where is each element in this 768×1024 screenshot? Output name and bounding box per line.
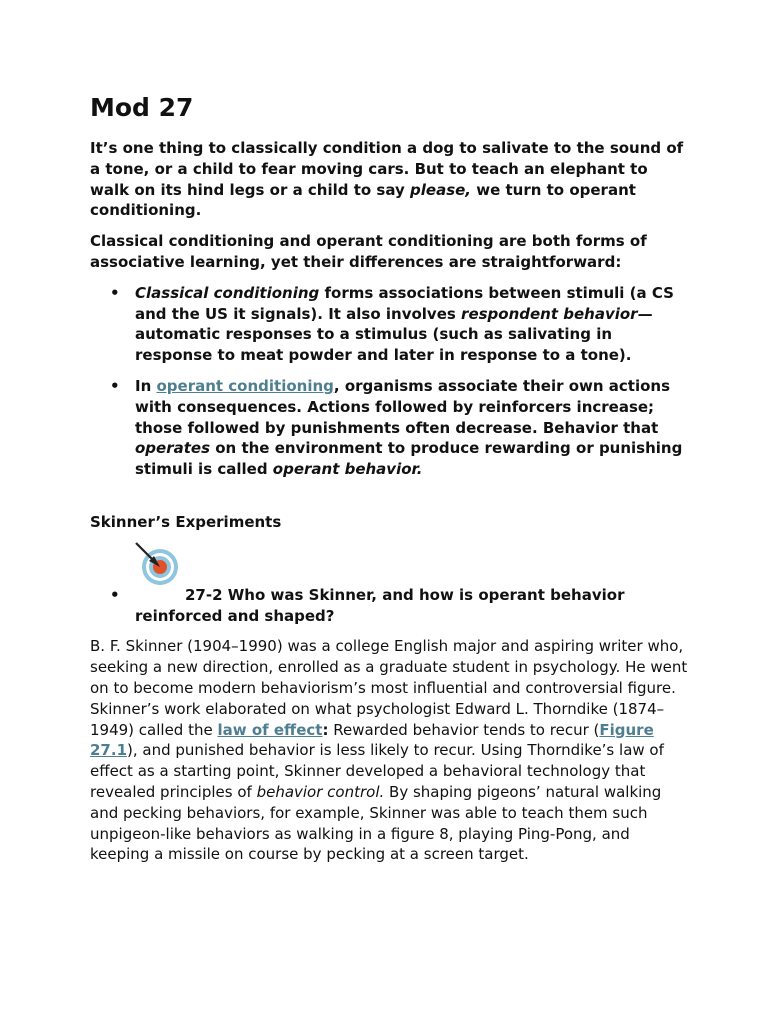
intro-paragraph	[90, 138, 690, 221]
section-heading: Skinner’s Experiments	[90, 512, 282, 531]
classical-text-1: forms associations between stimuli (a CS and the US it signals). It also involves	[135, 283, 674, 323]
term-respondent-behavior: respondent behavior	[461, 304, 638, 323]
operant-text-1: , organisms associate their own actions with consequences. Actions followed by reinforcers increase; those followed by punishments often decrease. Behavior that	[135, 376, 671, 437]
body-paragraph	[90, 636, 690, 865]
list-item-operant	[90, 376, 690, 480]
term-operates: operates	[135, 439, 211, 458]
operant-conditioning-link[interactable]: operant conditioning	[156, 376, 334, 395]
term-classical-conditioning: Classical conditioning	[135, 283, 320, 302]
law-of-effect-link[interactable]: law of effect	[217, 720, 323, 739]
body-text-3: ), and punished behavior is less likely to recur. Using Thorndike’s law of effect as a starting point, Skinner developed a behavioral technology that revealed principles of	[90, 741, 664, 801]
behavior-control-emphasis: behavior control.	[256, 782, 385, 801]
learning-objective	[90, 541, 690, 627]
operant-prefix: In	[135, 376, 157, 395]
objective-text-1: 27-2 Who was Skinner, and how is operant behavior	[185, 585, 625, 604]
document-page	[90, 92, 690, 865]
comparison-intro: Classical conditioning and operant conditioning are both forms of associative learning, yet their differences are straightforward:	[90, 232, 647, 271]
body-colon: :	[322, 720, 329, 739]
body-text-1: B. F. Skinner (1904–1990) was a college English major and aspiring writer who, seeking a new direction, enrolled as a graduate student in psychology. He went on to become modern behaviorism’s most influential and controversial figure. Skinner’s work elaborated on what psychologist Edward L. Thorndike (1874–1949) called the	[90, 637, 688, 739]
target-icon	[135, 541, 185, 587]
page-title: Mod 27	[90, 93, 194, 122]
classical-text-2: —automatic responses to a stimulus (such as salivating in response to meat powder and later in response to a tone).	[135, 304, 653, 365]
intro-text-1: It’s one thing to classically condition a dog to salivate to the sound of a tone, or a child to fear moving cars. But to teach an elephant to walk on its hind legs or a child to say	[90, 139, 684, 199]
intro-text-2: we turn to operant conditioning.	[90, 180, 636, 220]
figure-27-1-link[interactable]: Figure 27.1	[90, 720, 654, 760]
objective-line-2: reinforced and shaped?	[135, 606, 335, 625]
intro-emphasis: please,	[410, 180, 472, 199]
body-text-2: Rewarded behavior tends to recur (	[328, 720, 600, 739]
list-item-classical	[90, 283, 690, 366]
operant-text-2: on the environment to produce rewarding or punishing stimuli is called	[135, 439, 683, 479]
objective-line-1	[135, 585, 690, 606]
comparison-list	[90, 283, 690, 480]
body-text-4: By shaping pigeons’ natural walking and pecking behaviors, for example, Skinner was able to teach them such unpigeon-like behaviors as walking in a figure 8, playing Ping-Pong, and keeping a missile on course by pecking at a screen target.	[90, 782, 662, 864]
term-operant-behavior: operant behavior.	[272, 460, 423, 479]
